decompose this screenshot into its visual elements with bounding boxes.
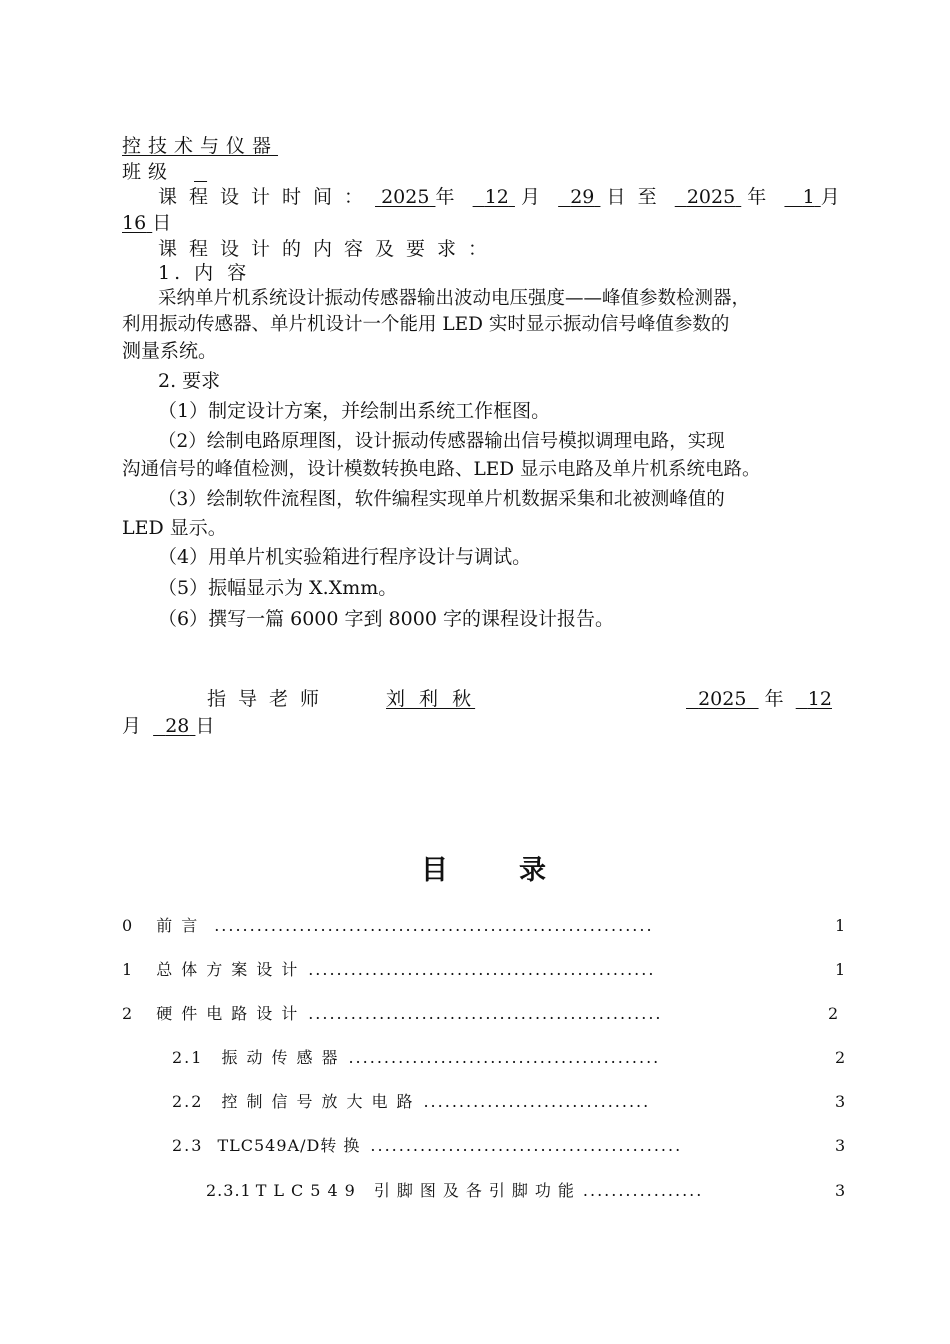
sign-day-unit: 日 [195,715,215,737]
signature-date-line [686,686,832,712]
start-day-unit: 日 [606,186,626,208]
end-day-unit: 日 [152,212,172,234]
content-heading: 课程设计的内容及要求： [158,238,500,260]
req-6: （6）撰写一篇 6000 字到 8000 字的课程设计报告。 [158,608,614,630]
toc-entry-num: 1 [122,960,135,979]
req-3-line-2: LED 显示。 [122,517,227,539]
toc-entry-num: 2.2 [172,1092,204,1111]
toc-entry-page: 3 [835,1181,848,1200]
item1-text-3: 测量系统。 [122,340,218,362]
major-line [122,133,427,159]
toc-entry-title: 总体方案设计 [156,960,307,979]
req-1: （1）制定设计方案，并绘制出系统工作框图。 [158,400,551,422]
toc-entry-title: TLC549 引脚图及各引脚功能 [255,1181,581,1200]
sign-month-unit: 月 [122,715,142,737]
item1-text-1: 采纳单片机系统设计振动传感器输出波动电压强度——峰值参数检测器， [158,288,751,309]
item1-text-2: 利用振动传感器、单片机设计一个能用 LED 实时显示振动信号峰值参数的 [122,314,730,335]
signature-date-line-2 [122,713,214,739]
sign-year-unit: 年 [764,688,784,710]
class-line [122,159,226,185]
signature-line [207,686,561,712]
toc-entry-page: 1 [835,916,848,935]
start-month-unit: 月 [520,186,540,208]
toc-entry-title: 前言 [156,916,207,935]
schedule-label: 课程设计时间： [158,186,376,208]
toc-entry-dots: .............................................................. [214,916,654,935]
toc-entry-title: 控制信号放大电路 [221,1092,422,1111]
start-day: 29 [570,186,595,208]
toc-entry-dots: ............................................ [348,1048,661,1067]
toc-entry-2-2[interactable] [172,1091,848,1113]
sign-year: 2025 [698,688,747,710]
toc-entry-page: 2 [828,1004,841,1023]
sign-day: 28 [165,715,190,737]
toc-entry-num: 2.3 [172,1136,204,1155]
toc-entry-num: 2 [122,1004,135,1023]
item2-label: 2. 要求 [158,370,221,392]
end-day: 16 [122,212,147,234]
toc-entry-0[interactable] [122,915,848,937]
toc-heading-char-2: 录 [519,855,546,886]
schedule-line [158,184,840,210]
toc-entry-2-3-1[interactable] [206,1180,848,1202]
toc-entry-num: 0 [122,916,135,935]
toc-entry-page: 1 [835,960,848,979]
toc-entry-1[interactable] [122,959,848,981]
toc-heading-char-1: 目 [421,855,448,886]
toc-entry-2[interactable] [122,1003,844,1025]
end-year-unit: 年 [747,186,767,208]
start-year-unit: 年 [435,186,455,208]
req-2-line-2: 沟通信号的峰值检测，设计模数转换电路、LED 显示电路及单片机系统电路。 [122,459,761,480]
req-2-line-1: （2）绘制电路原理图，设计振动传感器输出信号模拟调理电路，实现 [158,431,725,452]
toc-entry-dots: .................................................. [308,1004,663,1023]
advisor-name-field [331,686,561,712]
req-5: （5）振幅显示为 X.Xmm。 [158,577,398,599]
start-year: 2025 [381,186,430,208]
req-3-line-1: （3）绘制软件流程图，软件编程实现单片机数据采集和北被测峰值的 [158,489,725,510]
toc-entry-2-3[interactable] [172,1135,848,1157]
end-year: 2025 [686,186,736,208]
toc-entry-page: 2 [835,1048,848,1067]
class-label: 班级 [122,161,175,183]
toc-entry-2-1[interactable] [172,1047,848,1069]
end-month: 1 [802,186,815,208]
toc-entry-title: 振动传感器 [221,1048,347,1067]
schedule-to: 至 [637,186,657,208]
class-value-blank [194,159,226,185]
toc-entry-title: 硬件电路设计 [156,1004,307,1023]
toc-entry-dots: ............................................ [370,1136,683,1155]
toc-entry-dots: ................. [582,1181,704,1200]
toc-entry-page: 3 [835,1136,848,1155]
toc-entry-num: 2.3.1 [206,1181,252,1200]
advisor-label: 指导老师 [207,688,332,710]
toc-entry-dots: ................................ [423,1092,651,1111]
toc-entry-num: 2.1 [172,1048,204,1067]
major-text: 控技术与仪器 [122,135,279,157]
toc-entry-title: TLC549A/D转 换 [217,1136,361,1155]
start-month: 12 [484,186,509,208]
end-month-unit: 月 [820,186,840,208]
toc-entry-page: 3 [835,1092,848,1111]
schedule-line-2 [122,210,171,236]
toc-entry-dots: ................................................. [308,960,656,979]
advisor-name: 刘 利 秋 [386,688,476,710]
item1-label: 1. 内 容 [158,262,251,284]
req-4: （4）用单片机实验箱进行程序设计与调试。 [158,546,532,568]
sign-month: 12 [807,688,832,710]
